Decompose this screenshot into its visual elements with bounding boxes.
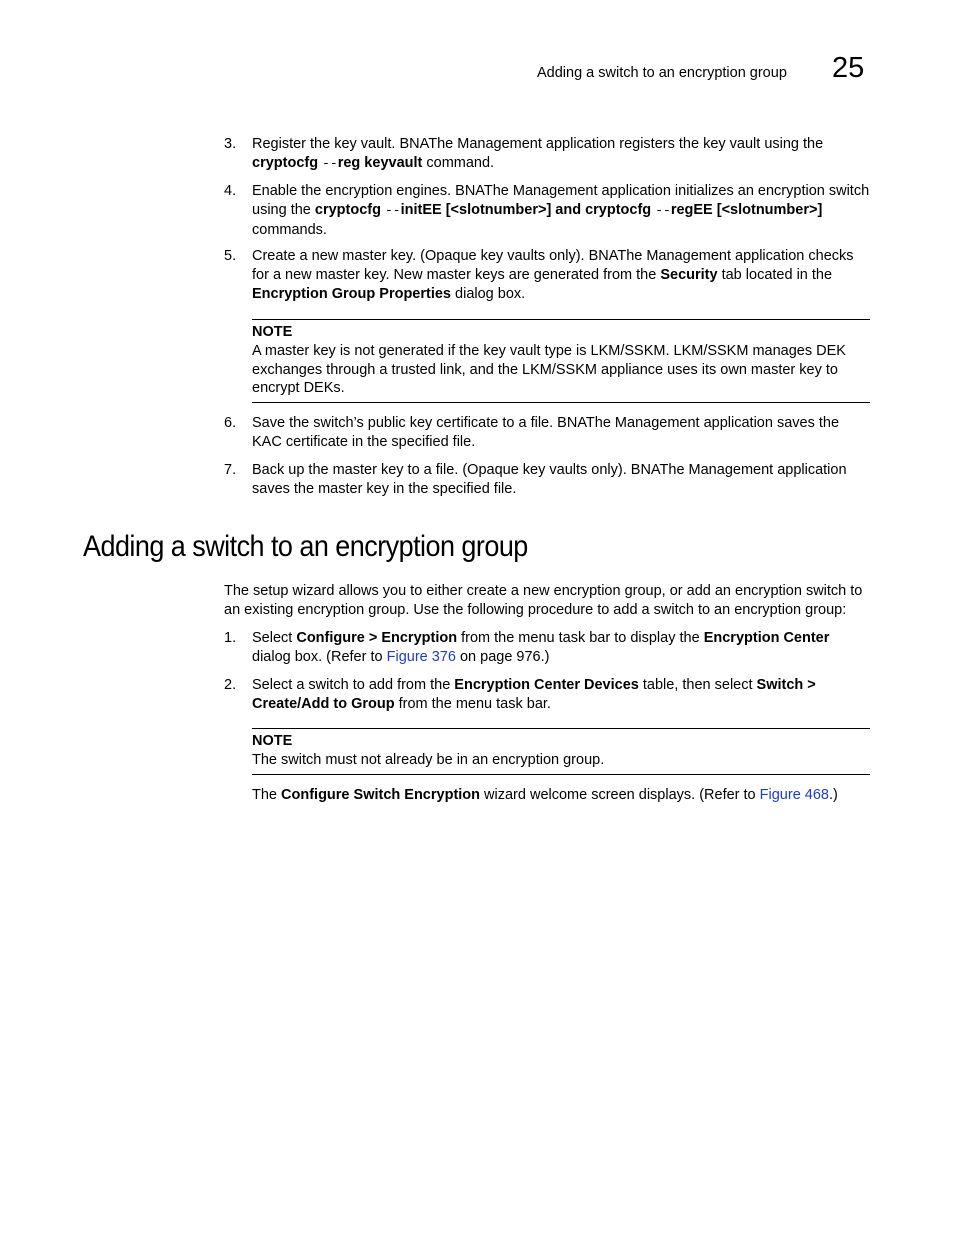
step-text	[252, 182, 872, 239]
command-option: initEE [<slotnumber>] and cryptocfg	[400, 201, 652, 218]
option-dashes: --	[385, 202, 401, 218]
chapter-number: 25	[832, 52, 865, 84]
step-number: 7.	[224, 462, 237, 478]
ui-element-name: Switch > Create/Add to Group	[252, 677, 816, 712]
text-run: dialog box. (Refer to	[252, 648, 383, 665]
text-run: from the menu task bar to display the	[461, 630, 700, 646]
step-number: 4.	[224, 183, 237, 199]
text-run: Select a switch to add from the	[252, 677, 451, 693]
option-dashes: --	[655, 202, 671, 218]
note-text: The switch must not already be in an encryption group.	[252, 751, 605, 768]
step-text	[252, 676, 872, 714]
closing-paragraph	[252, 786, 872, 805]
command-option: regEE [<slotnumber>]	[670, 201, 823, 218]
text-run: The	[252, 787, 277, 803]
step-number: 6.	[224, 415, 237, 431]
running-header-title: Adding a switch to an encryption group	[537, 65, 787, 81]
text-run: Enable the encryption engines. BNAThe Management application initializes an encryption switch using the	[252, 183, 870, 218]
text-run: on page 976.)	[459, 648, 550, 665]
command-name: cryptocfg	[314, 201, 381, 218]
step-text	[252, 247, 872, 303]
step-text: Back up the master key to a file. (Opaque key vaults only). BNAThe Management application saves the master key in the specified file.	[252, 462, 847, 497]
text-run: commands.	[252, 221, 327, 238]
ui-element-name: Encryption Center	[703, 630, 830, 646]
text-run: command.	[426, 154, 495, 171]
figure-link[interactable]: Figure 468	[759, 787, 829, 803]
ui-element-name: Encryption Center Devices	[454, 677, 639, 693]
ui-element-name: Security	[660, 266, 718, 283]
note-box	[252, 319, 870, 403]
text-run: from the menu task bar.	[398, 695, 551, 712]
note-label: NOTE	[252, 324, 293, 340]
step-number: 3.	[224, 136, 237, 152]
text-run: tab located in the	[721, 266, 833, 283]
ui-element-name: Configure Switch Encryption	[281, 787, 481, 803]
step-text	[252, 629, 872, 667]
step-number: 5.	[224, 248, 237, 264]
text-run: .)	[828, 787, 838, 803]
step-number: 1.	[224, 630, 237, 646]
text-run: wizard welcome screen displays. (Refer to	[484, 787, 756, 803]
text-run: Register the key vault. BNAThe Management application registers the key vault using the	[252, 136, 824, 152]
step-text: Save the switch’s public key certificate to a file. BNAThe Management application saves the KAC certificate in the specified file.	[252, 415, 840, 450]
option-dashes: --	[322, 155, 338, 171]
step-text	[252, 135, 872, 174]
note-text: A master key is not generated if the key vault type is LKM/SSKM. LKM/SSKM manages DEK exchanges through a trusted link, and the LKM/SSKM appliance uses its own master key to encrypt DEKs.	[252, 342, 846, 397]
ui-element-name: Encryption Group Properties	[252, 285, 451, 302]
text-run: dialog box.	[455, 285, 526, 302]
step-number: 2.	[224, 677, 237, 693]
ui-element-name: Configure > Encryption	[296, 630, 458, 646]
text-run: Create a new master key. (Opaque key vaults only). BNAThe Management application checks for a new master key. New master keys are generated from the	[252, 248, 854, 283]
note-label: NOTE	[252, 733, 293, 749]
command-name: cryptocfg	[252, 154, 319, 171]
text-run: Select	[252, 630, 293, 646]
intro-paragraph: The setup wizard allows you to either create a new encryption group, or add an encryption switch to an existing encryption group. Use the following procedure to add a switch to an encryption group:	[224, 583, 863, 618]
text-run: table, then select	[642, 677, 753, 693]
note-box	[252, 728, 870, 775]
section-heading: Adding a switch to an encryption group	[83, 530, 528, 563]
figure-link[interactable]: Figure 376	[386, 648, 456, 665]
command-option: reg keyvault	[337, 154, 423, 171]
